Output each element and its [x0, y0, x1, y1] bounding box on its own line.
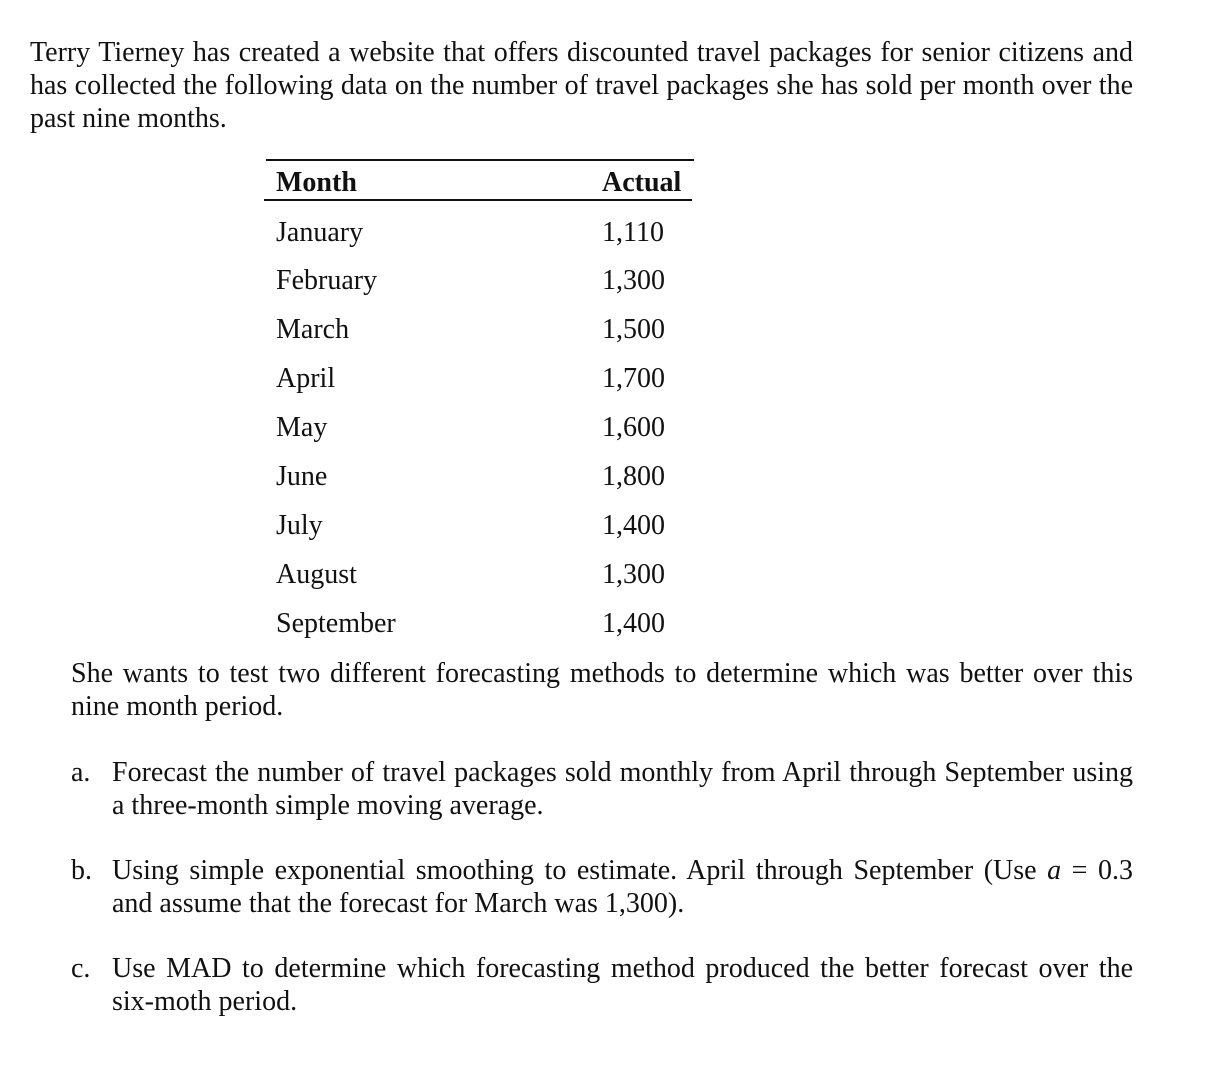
table-top-rule: [266, 159, 694, 161]
table-row: [264, 608, 694, 648]
actual-cell: 1,400: [602, 510, 665, 541]
question-text-part: = 0.3 and assume that the forecast for March was 1,300).: [112, 855, 1133, 919]
table-row: [264, 265, 694, 305]
table-row: [264, 412, 694, 452]
month-cell: August: [276, 559, 357, 590]
month-cell: July: [276, 510, 323, 541]
month-cell: September: [276, 608, 396, 639]
actual-cell: 1,500: [602, 314, 665, 345]
month-cell: April: [276, 363, 336, 394]
question-letter: b.: [71, 855, 92, 886]
intro-paragraph: Terry Tierney has created a website that offers discounted travel packages for senior citizens and has collected the following data on the number of travel packages she has sold per month over the past nine months.: [30, 37, 1133, 134]
actual-cell: 1,800: [602, 461, 665, 492]
question-text: Use MAD to determine which forecasting method produced the better forecast over the six-moth period.: [112, 953, 1133, 1017]
table-row: [264, 510, 694, 550]
table-header-rule: [264, 199, 692, 201]
actual-cell: 1,400: [602, 608, 665, 639]
question-letter: c.: [71, 953, 91, 984]
actual-cell: 1,110: [602, 217, 664, 248]
table-row: [264, 217, 694, 257]
month-cell: June: [276, 461, 328, 492]
table-row: [264, 314, 694, 354]
actual-cell: 1,600: [602, 412, 665, 443]
question-letter: a.: [71, 757, 91, 788]
month-cell: May: [276, 412, 328, 443]
alpha-symbol: a: [1047, 855, 1062, 886]
actual-cell: 1,300: [602, 559, 665, 590]
question-text: [112, 854, 1133, 920]
table-row: [264, 363, 694, 403]
month-cell: March: [276, 314, 350, 345]
lead-paragraph: She wants to test two different forecasting methods to determine which was better over this nine month period.: [71, 658, 1133, 722]
actual-cell: 1,300: [602, 265, 665, 296]
table-row: [264, 559, 694, 599]
question-text: Forecast the number of travel packages sold monthly from April through September using a three-month simple moving average.: [112, 757, 1133, 821]
header-month: Month: [276, 167, 357, 198]
table-row: [264, 461, 694, 501]
header-actual: Actual: [602, 167, 682, 198]
question-text-part: Using simple exponential smoothing to estimate. April through September (Use: [112, 855, 1048, 886]
month-cell: January: [276, 217, 364, 248]
month-cell: February: [276, 265, 378, 296]
actual-cell: 1,700: [602, 363, 665, 394]
